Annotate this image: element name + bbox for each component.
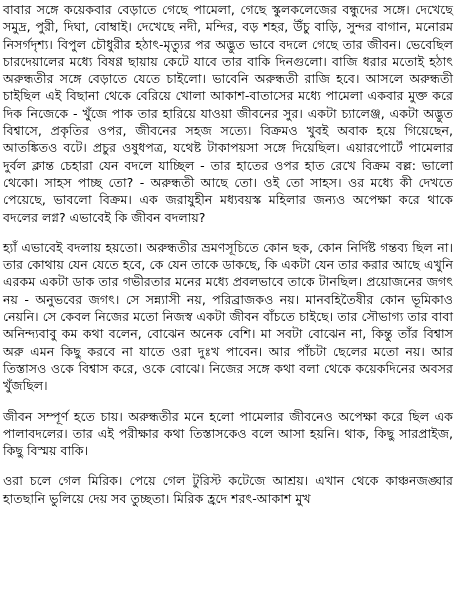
paragraph-2: হ্যাঁ এভাবেই বদলায় হয়তো। অরুন্ধতীর ভ্রমণসূচিতে কোন ছক, কোন নির্দিষ্ট গন্তব্য ছিল না। তার কোথায় যেন যেতে হবে, কে যেন তাকে ডাকছে, কি একটা যেন তার করার আছে এখুনি এরকম একটা ডাক তার গভীরতার মনের মধ্যে প্রবলভাবে তাকে টানছিল। প্রয়োজনের জগৎ নয় - অনুভবের জগৎ। সে সন্ন্যাসী নয়, পরিব্রাজকও নয়। মানবহিতৈষীর কোন ভূমিকাও নেয়নি। সে কেবল নিজের মতো নিজস্ব একটা জীবন বাঁচতে চাইছে। তার সৌভাগ্য তার বাবা অনিন্দ্যবাবু কম কথা বলেন, বোঝেন অনেক বেশি। মা সবটা বোঝেন না, কিন্তু তাঁর বিশ্বাস অরু এমন কিছু করবে না যাতে ওরা দুঃখ পাবেন। আর পাঁচটা ছেলের মতো নয়। আর তিস্তাসও ওকে বিশ্বাস করে, ওকে বোঝে। নিজের সঙ্গে কথা বলা থেকে কয়েকদিনের অবসর খুঁজছিল। — [3, 239, 453, 394]
paragraph-4: ওরা চলে গেল মিরিক। পেয়ে গেল টুরিস্ট কটেজে আশ্রয়। এখান থেকে কাঞ্চনজঙ্ঘার হাতছানি ভুলিয়ে দেয় সব তুচ্ছতা। মিরিক হ্রদে শরৎ-আকাশ মুখ — [3, 473, 453, 506]
paragraph-3: জীবন সম্পূর্ণ হতে চায়। অরুন্ধতীর মনে হলো পামেলার জীবনেও অপেক্ষা করে ছিল এক পালাবদলের। তার এই পরীক্ষার কথা তিস্তাসকেও বলে আসা হয়নি। থাক, কিছু সারপ্রাইজ, কিছু বিস্ময় বাকি। — [3, 408, 453, 459]
document-page — [0, 1, 456, 599]
paragraph-1: বাবার সঙ্গে কয়েকবার বেড়াতে গেছে পামেলা, গেছে স্কুলকলেজের বন্ধুদের সঙ্গে। দেখেছে সমুদ্র, পুরী, দিঘা, বোম্বাই। দেখেছে নদী, মন্দির, বড় শহর, উঁচু বাড়ি, সুন্দর বাগান, মনোরম নিসর্গদৃশ্য। বিপুল চৌধুরীর হঠাৎ-মৃত্যুর পর অদ্ভুত ভাবে বদলে গেছে তার জীবন। ভেবেছিল চারদেয়ালের মধ্যে বিষণ্ণ ছায়ায় কেটে যাবে তার বাকি দিনগুলো। বাজি ধরার মতোই হঠাৎ অরুন্ধতীর সঙ্গে বেড়াতে যেতে চাইলো। ভাবেনি অরুন্ধতী রাজি হবে। আসলে অরুন্ধতী চাইছিল এই বিছানা থেকে বেরিয়ে খোলা আকাশ-বাতাসের মধ্যে পামেলা একবার মুক্ত করে দিক নিজেকে - খুঁজে পাক তার হারিয়ে যাওয়া জীবনের সুর। একটা চ্যালেঞ্জ, একটা অদ্ভুত বিশ্বাসে, প্রকৃতির ওপর, জীবনের সহজ সত্যে। বিক্রমও খুবই অবাক হয়ে গিয়েছেন, আতঙ্কিতও বটে। প্রচুর ওষুধপত্র, যথেষ্ট টাকাপয়সা সঙ্গে দিয়েছিল। এয়ারপোর্টে পামেলার দুর্বল ক্লান্ত চেহারা যেন বদলে যাচ্ছিল - তার হাতের ওপর হাত রেখে বিক্রম বল্ল: ভালো থেকো। সাহস পাচ্ছ তো? - অরুন্ধতী আছে তো। ওই তো সাহস। ওর মধ্যে কী দেখতে পেয়েছে, ভাবলো বিক্রম। এক জরাযুহীন মধ্যবয়স্ক মহিলার জন্যও অপেক্ষা করে থাকে বদলের লগ্ন? এভাবেই কি জীবন বদলায়? — [3, 2, 453, 225]
